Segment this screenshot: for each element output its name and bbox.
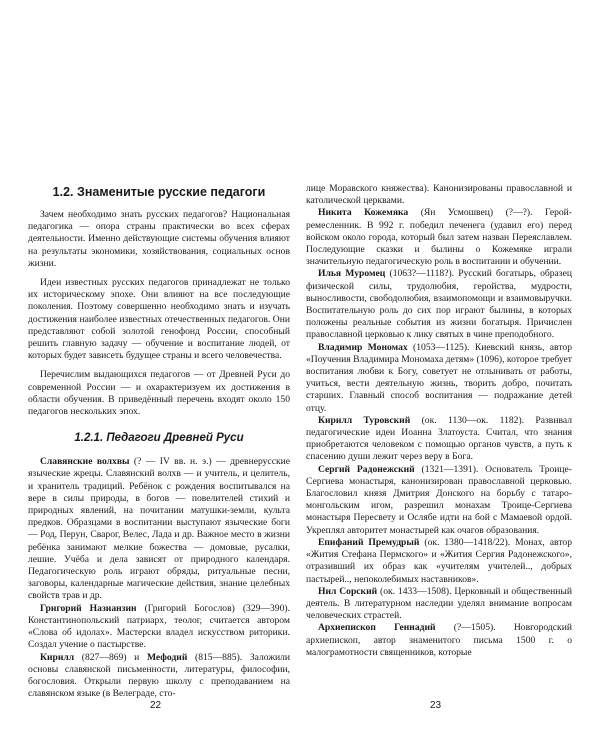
entry-text: (1321—1391). Основатель Троице-Сергиева монастыря, канонизирован православной церковью. Благословил князя Дмитрия Донского на борьбу с татаро-монгольским игом, разрешил монахам Троице-Сергиева монастыря Пересвету и Ослябе идти на бой с Мамаевой ордой. Укреплял авторитет монастырей как очагов образования. [306,463,573,536]
entry-text: (815—885). Заложили основы славянской письменности, литературы, философии, богословия. Открыли первую школу с преподаванием на славянском языке (в Велеграде, сто- [28,651,290,700]
entry-name: Нил Сорский [318,585,378,597]
entry-name: Илья Муромец [318,268,386,280]
entry-text: (ок. 1380—1418/22). Монах, автор «Жития Стефана Пермского» и «Жития Сергия Радонежского», отразивший их образ как «учителям учителей.., добрых пастырей.., непоколебимых наставников». [306,536,572,585]
entry-text: (827—869) и [74,651,147,663]
entry-text: (Ян Усмошвец) (?—?). Герой-ремесленник. В 992 г. победил печенега (удавил его) перед войском около города, который был затем назван Переяславлем. Последующие сказки и былины о Кожемяке играли значительную педагогическую роль в воспитании и обучении. [306,207,572,268]
continuation-text: лице Моравского княжества). Канонизированы православной и католической церквами. [306,183,572,207]
entry-text: (Григорий Богослов) (329—390). Константинопольский патриарх, теолог, считается автором «Слова об идолах». Мастерски владел искусством риторики. Создал учение о пастырстве. [28,602,290,651]
entry [306,342,572,415]
entry-name: Кирилл [40,651,75,663]
entry-name: Григорий Назианзин [40,602,137,614]
intro-paragraph: Зачем необходимо знать русских педагогов? Национальная педагогика — опора страны практически во всех сферах деятельности. Именно действующие системы обучения влияют на результаты экономики, хозяйствования, социальных основ жизни. [28,209,290,269]
entry [306,464,572,537]
entry [28,652,290,701]
right-page [306,183,572,659]
entry-name: Славянские волхвы [40,456,130,468]
entry [28,456,290,602]
entry-name: Сергий Радонежский [318,463,415,475]
entry-name: Епифаний Премудрый [318,536,420,548]
subsection-title: 1.2.1. Педагоги Древней Руси [74,432,244,445]
entry-name: Владимир Мономах [318,341,408,353]
intro-paragraph: Идеи известных русских педагогов принадлежат не только их историческому эпохе. Они влияют на все последующие поколения. Поэтому совершенно необходимо знать и изучать достижения наиболее известных отечественных педагогов. Они представляют собой золотой генофонд России, способный решить главную задачу — обучение и воспитание людей, от которых будет зависеть будущее страны и всего человечества. [28,277,290,362]
intro-paragraph: Перечислим выдающихся педагогов — от Древней Руси до современной России — и охарактеризуем их достижения в области обучения. В приведённый перечень входят около 150 педагогов нескольких эпох. [28,369,290,418]
entry-name: Архиепископ Геннадий [318,622,436,634]
entry [306,622,572,659]
page-number: 22 [150,700,162,711]
left-page [28,183,290,700]
page-number: 23 [430,700,442,711]
entry-text: (?—1505). Новгородский архиепископ, автор знаменитого письма 1500 г. о малограмотности священников, которые [306,622,572,658]
entry [306,268,572,341]
entry-name: Никита Кожемяка [318,207,409,219]
section-title: 1.2. Знаменитые русские педагоги [52,185,266,199]
entry [306,207,572,268]
entry [28,603,290,652]
entry [306,415,572,464]
entry [306,537,572,586]
entry-text: (1053—1125). Киевский князь, автор «Поучения Владимира Мономаха детям» (1096), которое требует воспитания любви к Богу, советует не отлынивать от работы, учиться, вести деятельную жизнь, творить добро, почитать старших. Главный способ воспитания — подражание детей отцу. [306,341,572,414]
entry [306,586,572,623]
entry-text: (ок. 1130—ок. 1182). Развивал педагогические идеи Иоанна Златоуста. Считал, что знания приобретаются человеком с помощью органов чувств, а путь к спасению души лежит через веру в Бога. [306,414,573,463]
entry-text: (ок. 1433—1508). Церковный и общественный деятель. В литературном наследии уделял внимание вопросам человеческих страстей. [306,585,572,622]
entry-text: (1063?—1118?). Русский богатырь, образец физической силы, трудолюбия, геройства, мудрости, выносливости, свободолюбия, взаимопомощи и взаимовыручки. Воспитательную роль до сих пор играют былины, в которых положены реальные события из жизни богатыря. Причислен православной церковью к лику святых в чине преподобного. [306,268,572,341]
entry-name: Кирилл Туровский [318,414,411,426]
entry-text: (? — IV вв. н. э.) — древнерусские языческие жрецы. Славянский волхв — и учитель, и целитель, и хранитель традиций. Ребёнок с рождения воспитывался на вере в силы природы, в богов — повелителей стихий и природных явлений, на почитании матушки-земли, культа предков. Образцами в воспитании выступают языческие боги — Род, Перун, Сварог, Велес, Лада и др. Важное место в жизни ребёнка занимают мелкие божества — домовые, русалки, лешие. Учёба и дела зависят от природного календаря. Педагогическую роль играют обряды, ритуальные песни, заговоры, календарные магические действия, знание целебных свойств трав и др. [28,456,291,602]
entry-name: Мефодий [146,651,188,663]
